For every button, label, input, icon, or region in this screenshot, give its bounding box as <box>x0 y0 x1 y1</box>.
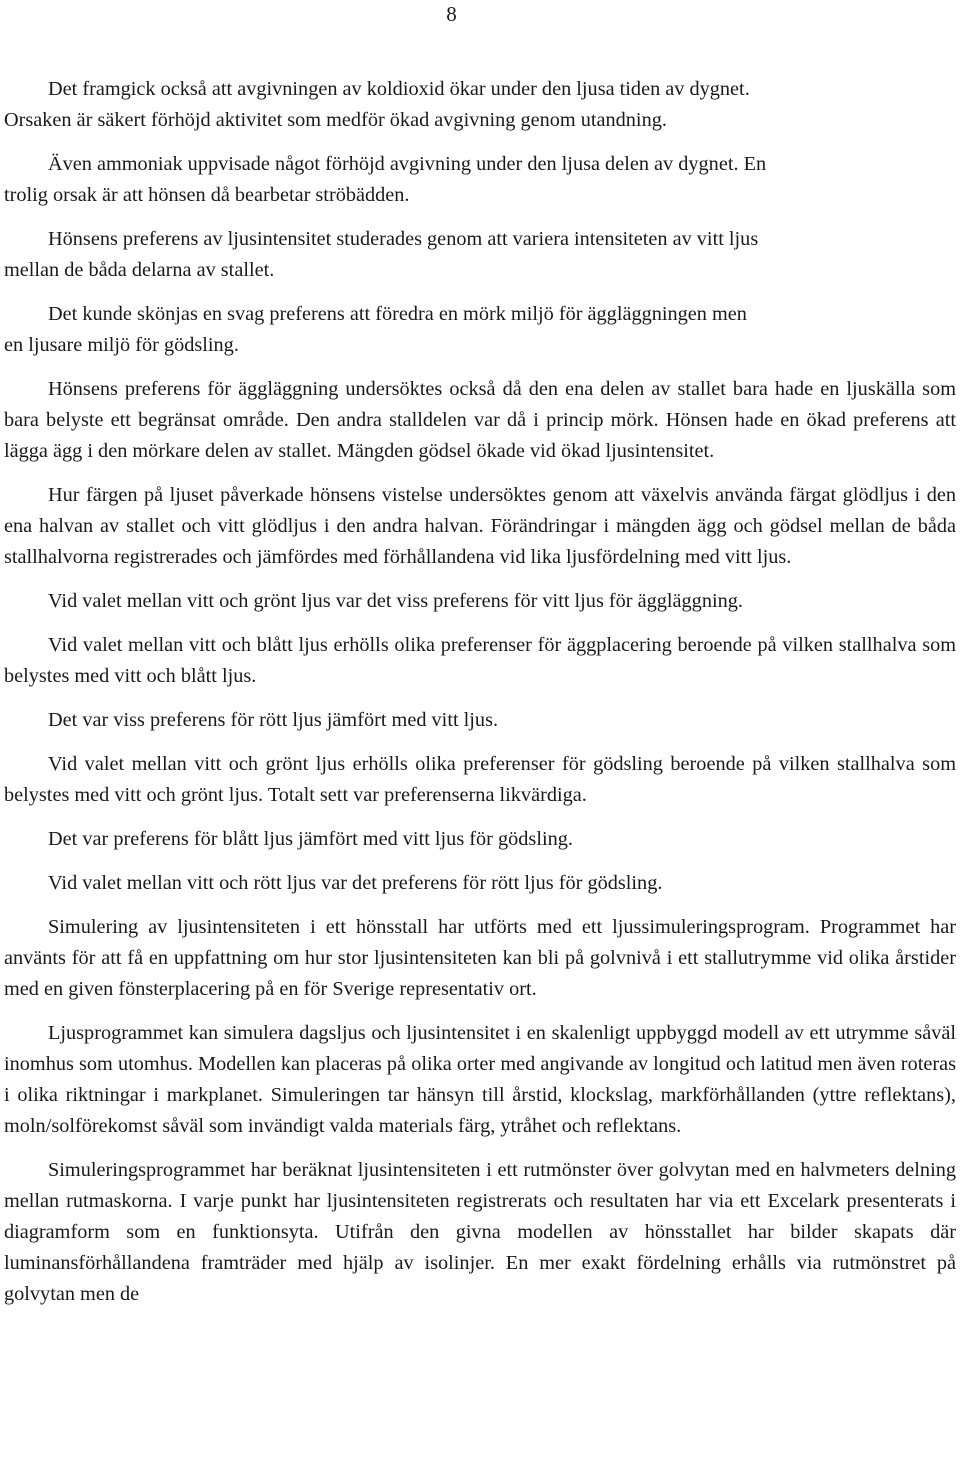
paragraph: Simulering av ljusintensiteten i ett hönsstall har utförts med ett ljussimuleringsprogram. Programmet har använts för att få en uppfattning om hur stor ljusintensiteten kan bli på golvnivå i ett stallutrymme vid olika årstider med en given fönsterplacering på en för Sverige representativ ort. <box>4 916 956 1000</box>
paragraph: Det var viss preferens för rött ljus jämfört med vitt ljus. <box>48 709 499 731</box>
paragraph: Vid valet mellan vitt och blått ljus erhölls olika preferenser för äggplacering beroende på vilken stallhalva som belystes med vitt och blått ljus. <box>4 634 956 687</box>
paragraph: Vid valet mellan vitt och grönt ljus var det viss preferens för vitt ljus för äggläggning. <box>48 590 743 612</box>
paragraph: Det var preferens för blått ljus jämfört med vitt ljus för gödsling. <box>48 828 573 850</box>
paragraph: Även ammoniak uppvisade något förhöjd avgivning under den ljusa delen av dygnet. En trolig orsak är att hönsen då bearbetar ströbädden. <box>4 153 767 206</box>
paragraph: Vid valet mellan vitt och rött ljus var det preferens för rött ljus för gödsling. <box>48 872 663 894</box>
paragraph: Hur färgen på ljuset påverkade hönsens vistelse undersöktes genom att växelvis använda färgat glödljus i den ena halvan av stallet och vitt glödljus i den andra halvan. Förändringar i mängden ägg och gödsel mellan de båda stallhalvorna registrerades och jämfördes med förhållandena vid lika ljusfördelning med vitt ljus. <box>4 484 956 568</box>
paragraph: Det framgick också att avgivningen av koldioxid ökar under den ljusa tiden av dygnet. Orsaken är säkert förhöjd aktivitet som medför ökad avgivning genom utandning. <box>4 78 750 131</box>
paragraph: Det kunde skönjas en svag preferens att föredra en mörk miljö för äggläggningen men en ljusare miljö för gödsling. <box>4 303 747 356</box>
document-body <box>4 74 956 1323</box>
paragraph: Ljusprogrammet kan simulera dagsljus och ljusintensitet i en skalenligt uppbyggd modell av ett utrymme såväl inomhus som utomhus. Modellen kan placeras på olika orter med angivande av longitud och latitud men även roteras i olika riktningar i markplanet. Simuleringen tar hänsyn till årstid, klockslag, markförhållanden (yttre reflektans), moln/solförekomst såväl som invändigt valda materials färg, ytråhet och reflektans. <box>4 1022 956 1137</box>
paragraph: Vid valet mellan vitt och grönt ljus erhölls olika preferenser för gödsling beroende på vilken stallhalva som belystes med vitt och grönt ljus. Totalt sett var preferenserna likvärdiga. <box>4 753 956 806</box>
paragraph: Hönsens preferens av ljusintensitet studerades genom att variera intensiteten av vitt ljus mellan de båda delarna av stallet. <box>4 228 759 281</box>
paragraph: Simuleringsprogrammet har beräknat ljusintensiteten i ett rutmönster över golvytan med en halvmeters delning mellan rutmaskorna. I varje punkt har ljusintensiteten registrerats och resultaten har via ett Excelark presenterats i diagramform som en funktionsyta. Utifrån den givna modellen av hönsstallet har bilder skapats där luminansförhållandena framträder med hjälp av isolinjer. En mer exakt fördelning erhålls via rutmönstret på golvytan men de <box>4 1159 956 1305</box>
paragraph: Hönsens preferens för äggläggning undersöktes också då den ena delen av stallet bara hade en ljuskälla som bara belyste ett begränsat område. Den andra stalldelen var då i princip mörk. Hönsen hade en ökad preferens att lägga ägg i den mörkare delen av stallet. Mängden gödsel ökade vid ökad ljusintensitet. <box>4 378 956 462</box>
page-number: 8 <box>446 2 457 26</box>
